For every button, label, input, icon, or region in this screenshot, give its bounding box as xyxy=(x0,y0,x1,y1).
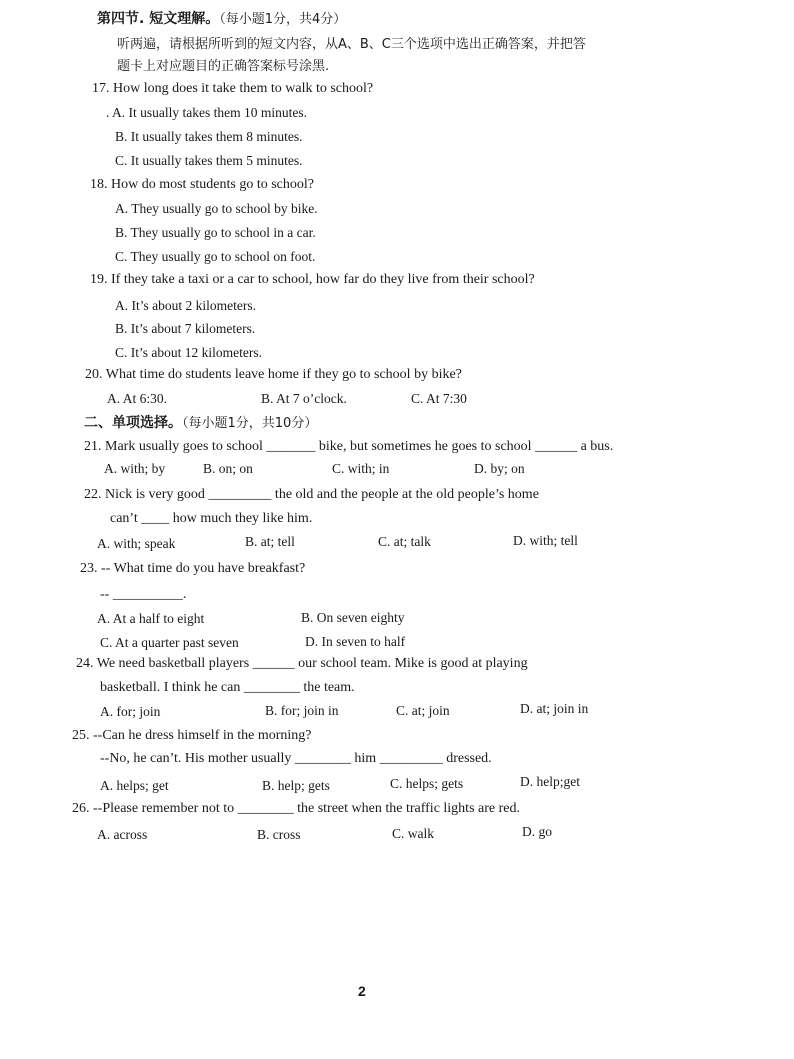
q22-stem-line2: can’t ____ how much they like him. xyxy=(110,511,313,526)
q22-option-b: B. at; tell xyxy=(245,534,295,549)
q21-option-c: C. with; in xyxy=(332,461,390,476)
q17-option-b: B. It usually takes them 8 minutes. xyxy=(115,129,303,144)
section4-instruction-line2: 题卡上对应题目的正确答案标号涂黑. xyxy=(117,59,330,74)
q24-option-b: B. for; join in xyxy=(265,703,339,718)
q24-option-a: A. for; join xyxy=(100,704,161,719)
q23-option-c: C. At a quarter past seven xyxy=(100,635,239,650)
q23-option-b: B. On seven eighty xyxy=(301,610,405,625)
q24-option-d: D. at; join in xyxy=(520,701,589,716)
q23-option-a: A. At a half to eight xyxy=(97,611,205,626)
q26-option-b: B. cross xyxy=(257,827,301,842)
q22-option-d: D. with; tell xyxy=(513,533,578,548)
q25-option-b: B. help; gets xyxy=(262,778,330,793)
section4-instruction-line1: 听两遍，请根据所听到的短文内容，从A、B、C三个选项中选出正确答案，并把答 xyxy=(117,37,586,52)
q22-option-c: C. at; talk xyxy=(378,534,431,549)
q25-stem-line2: --No, he can’t. His mother usually ________ him _________ dressed. xyxy=(100,751,492,766)
q22-stem-line1: 22. Nick is very good _________ the old and the people at the old people’s home xyxy=(84,487,539,502)
section4-note: （每小题1分，共4分） xyxy=(219,12,347,27)
q21-option-d: D. by; on xyxy=(474,461,525,476)
q23-answer-line: -- __________. xyxy=(100,587,187,602)
q25-stem-line1: 25. --Can he dress himself in the morning? xyxy=(72,728,312,743)
q21-option-a: A. with; by xyxy=(104,461,166,476)
q26-option-d: D. go xyxy=(522,824,552,839)
q20-option-c: C. At 7:30 xyxy=(411,391,467,406)
q25-option-a: A. helps; get xyxy=(100,778,169,793)
q26-stem: 26. --Please remember not to ________ the street when the traffic lights are red. xyxy=(72,801,520,816)
q21-option-b: B. on; on xyxy=(203,461,253,476)
section2-heading xyxy=(84,414,317,433)
q17-option-c: C. It usually takes them 5 minutes. xyxy=(115,153,303,168)
section2-title: 二、单项选择。 xyxy=(84,415,182,431)
q25-option-d: D. help;get xyxy=(520,774,580,789)
q20-stem: 20. What time do students leave home if they go to school by bike? xyxy=(85,367,462,382)
q26-option-c: C. walk xyxy=(392,826,434,841)
section4-title: 第四节. 短文理解。 xyxy=(97,11,220,27)
section2-note: （每小题1分，共10分） xyxy=(182,416,318,431)
q17-stem: 17. How long does it take them to walk to school? xyxy=(92,81,374,96)
q26-option-a: A. across xyxy=(97,827,148,842)
q18-stem: 18. How do most students go to school? xyxy=(90,177,314,192)
q24-stem-line2: basketball. I think he can ________ the team. xyxy=(100,680,355,695)
q24-option-c: C. at; join xyxy=(396,703,450,718)
q19-stem: 19. If they take a taxi or a car to school, how far do they live from their school? xyxy=(90,272,535,287)
q19-option-a: A. It’s about 2 kilometers. xyxy=(115,298,256,313)
q19-option-b: B. It’s about 7 kilometers. xyxy=(115,321,256,336)
q23-stem: 23. -- What time do you have breakfast? xyxy=(80,561,306,576)
q17-option-a: . A. It usually takes them 10 minutes. xyxy=(106,105,307,120)
q21-stem: 21. Mark usually goes to school _______ bike, but sometimes he goes to school ______ a bus. xyxy=(84,439,614,454)
q23-option-d: D. In seven to half xyxy=(305,634,406,649)
q18-option-c: C. They usually go to school on foot. xyxy=(115,249,316,264)
q18-option-b: B. They usually go to school in a car. xyxy=(115,225,316,240)
q24-stem-line1: 24. We need basketball players ______ our school team. Mike is good at playing xyxy=(76,656,528,671)
q20-option-a: A. At 6:30. xyxy=(107,391,168,406)
q19-option-c: C. It’s about 12 kilometers. xyxy=(115,345,262,360)
section4-heading xyxy=(97,10,346,29)
q25-option-c: C. helps; gets xyxy=(390,776,464,791)
q20-option-b: B. At 7 o’clock. xyxy=(261,391,347,406)
page-number: 2 xyxy=(358,983,366,999)
q22-option-a: A. with; speak xyxy=(97,536,176,551)
q18-option-a: A. They usually go to school by bike. xyxy=(115,201,318,216)
